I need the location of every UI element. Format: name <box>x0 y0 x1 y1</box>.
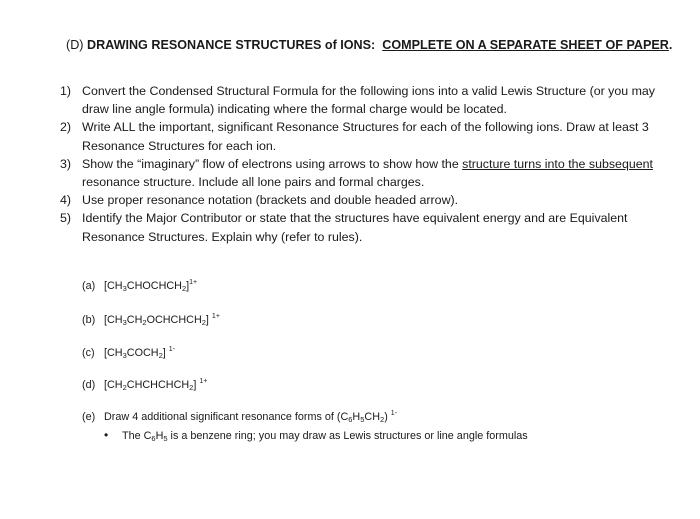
formula-part: [CH <box>104 314 123 326</box>
heading-instruction: COMPLETE ON A SEPARATE SHEET OF PAPER <box>382 38 669 52</box>
instruction-text: Identify the Major Contributor or state that the structures have equivalent energy and are Equivalent Resonance Structures. Explain why (refer to rules). <box>82 211 628 244</box>
formula-part: ] <box>162 347 166 359</box>
instruction-text-part: Show the “imaginary” flow of electrons using arrows to show how the <box>82 156 463 171</box>
formula-part: COCH <box>126 347 159 359</box>
section-heading <box>66 38 672 52</box>
bullet-icon: • <box>104 428 109 442</box>
ion-d <box>82 379 207 391</box>
formula-subscript: 2 <box>122 383 127 392</box>
instruction-number: 5) <box>60 211 72 226</box>
instruction-5 <box>60 209 660 245</box>
formula-charge: 1+ <box>189 279 198 286</box>
formula-subscript: 3 <box>122 284 127 293</box>
formula-subscript: 5 <box>360 415 365 424</box>
formula-charge: 1- <box>390 410 398 417</box>
formula-part: CH <box>364 411 381 423</box>
ion-label: (b) <box>82 314 96 326</box>
instruction-text <box>82 155 660 191</box>
formula-part: OCHCHCH <box>146 314 202 326</box>
heading-prefix: (D) <box>66 38 87 52</box>
instruction-4 <box>60 191 660 209</box>
formula-part: [CH <box>104 280 123 292</box>
instruction-text: Convert the Condensed Structural Formula for the following ions into a valid Lewis Structure (or you may draw line angle formula) indicating where the formal charge would be located. <box>82 84 655 117</box>
instruction-text: Use proper resonance notation (brackets and double headed arrow). <box>82 193 459 208</box>
heading-title: DRAWING RESONANCE STRUCTURES of IONS: <box>86 38 376 52</box>
instruction-number: 1) <box>60 84 72 98</box>
formula-subscript: 2 <box>201 318 206 327</box>
instruction-number: 2) <box>60 120 72 135</box>
formula-part: ) <box>384 411 388 423</box>
formula-subscript: 6 <box>348 415 353 424</box>
formula-subscript: 5 <box>163 434 168 443</box>
formula-subscript: 3 <box>122 318 127 327</box>
formula-subscript: 3 <box>122 351 127 360</box>
formula-part: ] <box>193 379 197 391</box>
instruction-list <box>60 82 660 246</box>
formula-part: H <box>352 411 361 423</box>
ion-label: (d) <box>82 379 96 391</box>
formula-part: [CH <box>104 347 123 359</box>
instruction-text: Write ALL the important, significant Resonance Structures for each of the following ions. Draw at least 3 Resonance Structures for each ion. <box>82 120 649 153</box>
formula-subscript: 2 <box>142 318 147 327</box>
formula-subscript: 2 <box>380 415 385 424</box>
formula-part: Draw 4 additional significant resonance forms of (C <box>104 411 349 423</box>
ion-c <box>82 347 175 359</box>
formula-part: CHCHCHCH <box>126 379 190 391</box>
instruction-text-underlined: structure turns into the subsequent <box>462 156 653 171</box>
instruction-3 <box>60 155 660 191</box>
note-text: is a benzene ring; you may draw as Lewis structures or line angle formulas <box>167 430 528 442</box>
formula-subscript: 2 <box>189 383 194 392</box>
ion-a <box>82 280 197 292</box>
formula-part: ] <box>186 280 190 292</box>
instruction-2 <box>60 118 660 154</box>
formula-subscript: 2 <box>181 284 187 293</box>
formula-part: CH <box>126 314 143 326</box>
note-text: H <box>155 430 164 442</box>
note-text: The C <box>122 430 152 442</box>
instruction-text-part: resonance structure. Include all lone pairs and formal charges. <box>82 175 425 190</box>
ion-label: (a) <box>82 280 96 292</box>
formula-part: ] <box>205 314 209 326</box>
ion-e <box>82 411 397 423</box>
formula-part: [CH <box>104 379 123 391</box>
instruction-number: 3) <box>60 156 72 171</box>
formula-charge: 1- <box>168 346 175 353</box>
instruction-1 <box>60 82 660 118</box>
formula-subscript: 2 <box>158 351 163 360</box>
instruction-number: 4) <box>60 193 72 208</box>
ion-b <box>82 314 220 326</box>
ion-label: (c) <box>82 347 95 359</box>
ion-label: (e) <box>82 411 96 423</box>
heading-period: . <box>668 38 673 52</box>
formula-charge: 1+ <box>199 378 208 385</box>
formula-subscript: 6 <box>151 434 156 443</box>
formula-charge: 1+ <box>211 313 220 320</box>
note-bullet <box>104 428 528 442</box>
formula-part: CHOCHCH <box>126 280 182 292</box>
